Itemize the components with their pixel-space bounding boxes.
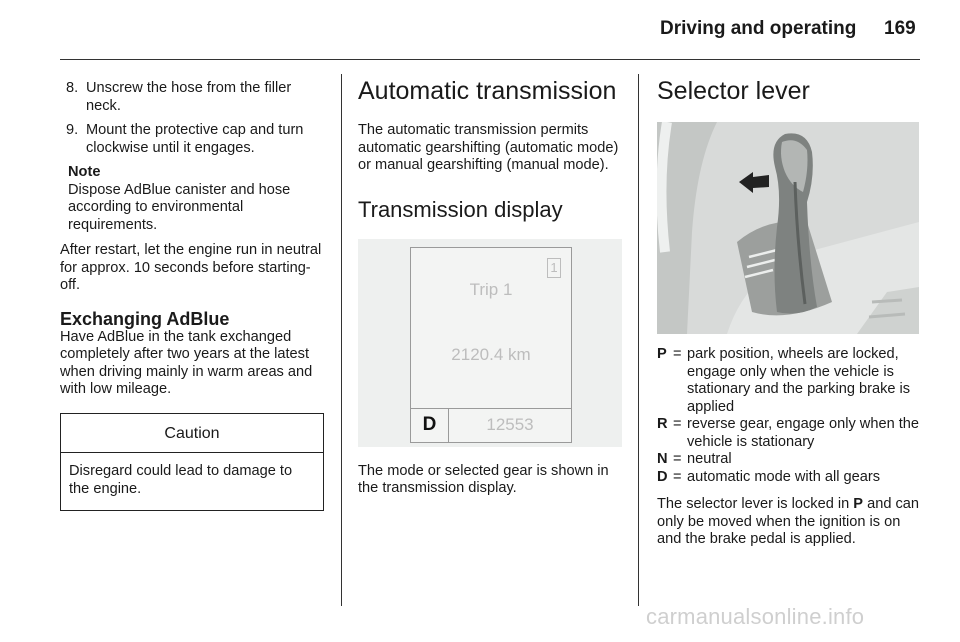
display-distance: 2120.4 km bbox=[451, 344, 531, 364]
definition-equals: = bbox=[673, 416, 682, 432]
paragraph-text: The selector lever is locked in bbox=[657, 496, 854, 512]
note-title: Note bbox=[68, 164, 101, 180]
definition-text: automatic mode with all gears bbox=[687, 468, 881, 485]
page-number: 169 bbox=[884, 18, 916, 39]
caution-text: Disregard could lead to damage to the engine. bbox=[69, 463, 293, 497]
paragraph-text: and can only be moved when the ignition is on and the brake pedal is applied. bbox=[657, 496, 920, 547]
display-odometer: 12553 bbox=[486, 414, 534, 434]
selector-lock-paragraph bbox=[657, 496, 921, 549]
definition-equals: = bbox=[673, 468, 682, 485]
display-gear-indicator: D bbox=[411, 409, 449, 442]
selector-lever-photo bbox=[657, 122, 919, 334]
automatic-transmission-intro: The automatic transmission permits automatic gearshifting (automatic mode) or manual gearshifting (manual mode). bbox=[358, 122, 619, 173]
note bbox=[68, 164, 326, 234]
step-text: Unscrew the hose from the filler neck. bbox=[86, 80, 292, 114]
transmission-display-caption: The mode or selected gear is shown in the transmission display. bbox=[358, 462, 609, 496]
definition-key: R bbox=[657, 416, 668, 432]
definition-row-n bbox=[657, 451, 921, 469]
transmission-display-figure bbox=[358, 239, 622, 447]
definition-equals: = bbox=[673, 451, 682, 467]
display-panel bbox=[410, 247, 572, 443]
definition-text: reverse gear, engage only when the vehicle is stationary bbox=[687, 416, 920, 450]
page-indicator-icon: 1 bbox=[547, 258, 561, 278]
caution-title: Caution bbox=[61, 414, 323, 454]
exchanging-adblue-heading: Exchanging AdBlue bbox=[60, 308, 230, 329]
transmission-display-heading: Transmission display bbox=[358, 196, 563, 222]
step-9 bbox=[60, 122, 326, 157]
display-trip-label: Trip 1 bbox=[469, 279, 513, 299]
definition-row-r bbox=[657, 416, 921, 451]
definition-key: P bbox=[657, 346, 667, 362]
column-1 bbox=[60, 80, 326, 511]
column-2 bbox=[358, 76, 622, 498]
definition-row-p bbox=[657, 346, 921, 416]
step-text: Mount the protective cap and turn clockwise until it engages. bbox=[86, 122, 304, 156]
paragraph-key: P bbox=[853, 496, 864, 512]
definition-equals: = bbox=[673, 346, 682, 362]
step-8 bbox=[60, 80, 326, 115]
step-number: 8. bbox=[66, 80, 79, 96]
selector-definitions bbox=[657, 346, 921, 486]
display-bottom-row bbox=[411, 408, 571, 442]
selector-lever-heading: Selector lever bbox=[657, 77, 810, 105]
note-text: Dispose AdBlue canister and hose according to environmental requirements. bbox=[68, 181, 291, 233]
definition-row-d bbox=[657, 469, 921, 487]
exchanging-adblue-paragraph: Have AdBlue in the tank exchanged completely after two years at the latest when driving mainly in warm areas and with low mileage. bbox=[60, 328, 313, 397]
definition-key: D bbox=[657, 468, 668, 485]
restart-paragraph: After restart, let the engine run in neutral for approx. 10 seconds before starting-off. bbox=[60, 242, 322, 293]
definition-text: neutral bbox=[687, 451, 732, 467]
column-divider-1 bbox=[341, 74, 342, 606]
watermark: carmanualsonline.info bbox=[646, 604, 865, 629]
definition-key: N bbox=[657, 451, 668, 467]
column-divider-2 bbox=[638, 74, 639, 606]
column-3 bbox=[657, 76, 921, 558]
step-number: 9. bbox=[66, 122, 79, 138]
automatic-transmission-heading: Automatic transmission bbox=[358, 77, 617, 105]
caution-box bbox=[60, 413, 324, 512]
header-title: Driving and operating bbox=[660, 18, 857, 39]
header-rule bbox=[60, 59, 920, 60]
definition-text: park position, wheels are locked, engage only when the vehicle is stationary and the parking brake is applied bbox=[687, 346, 911, 415]
